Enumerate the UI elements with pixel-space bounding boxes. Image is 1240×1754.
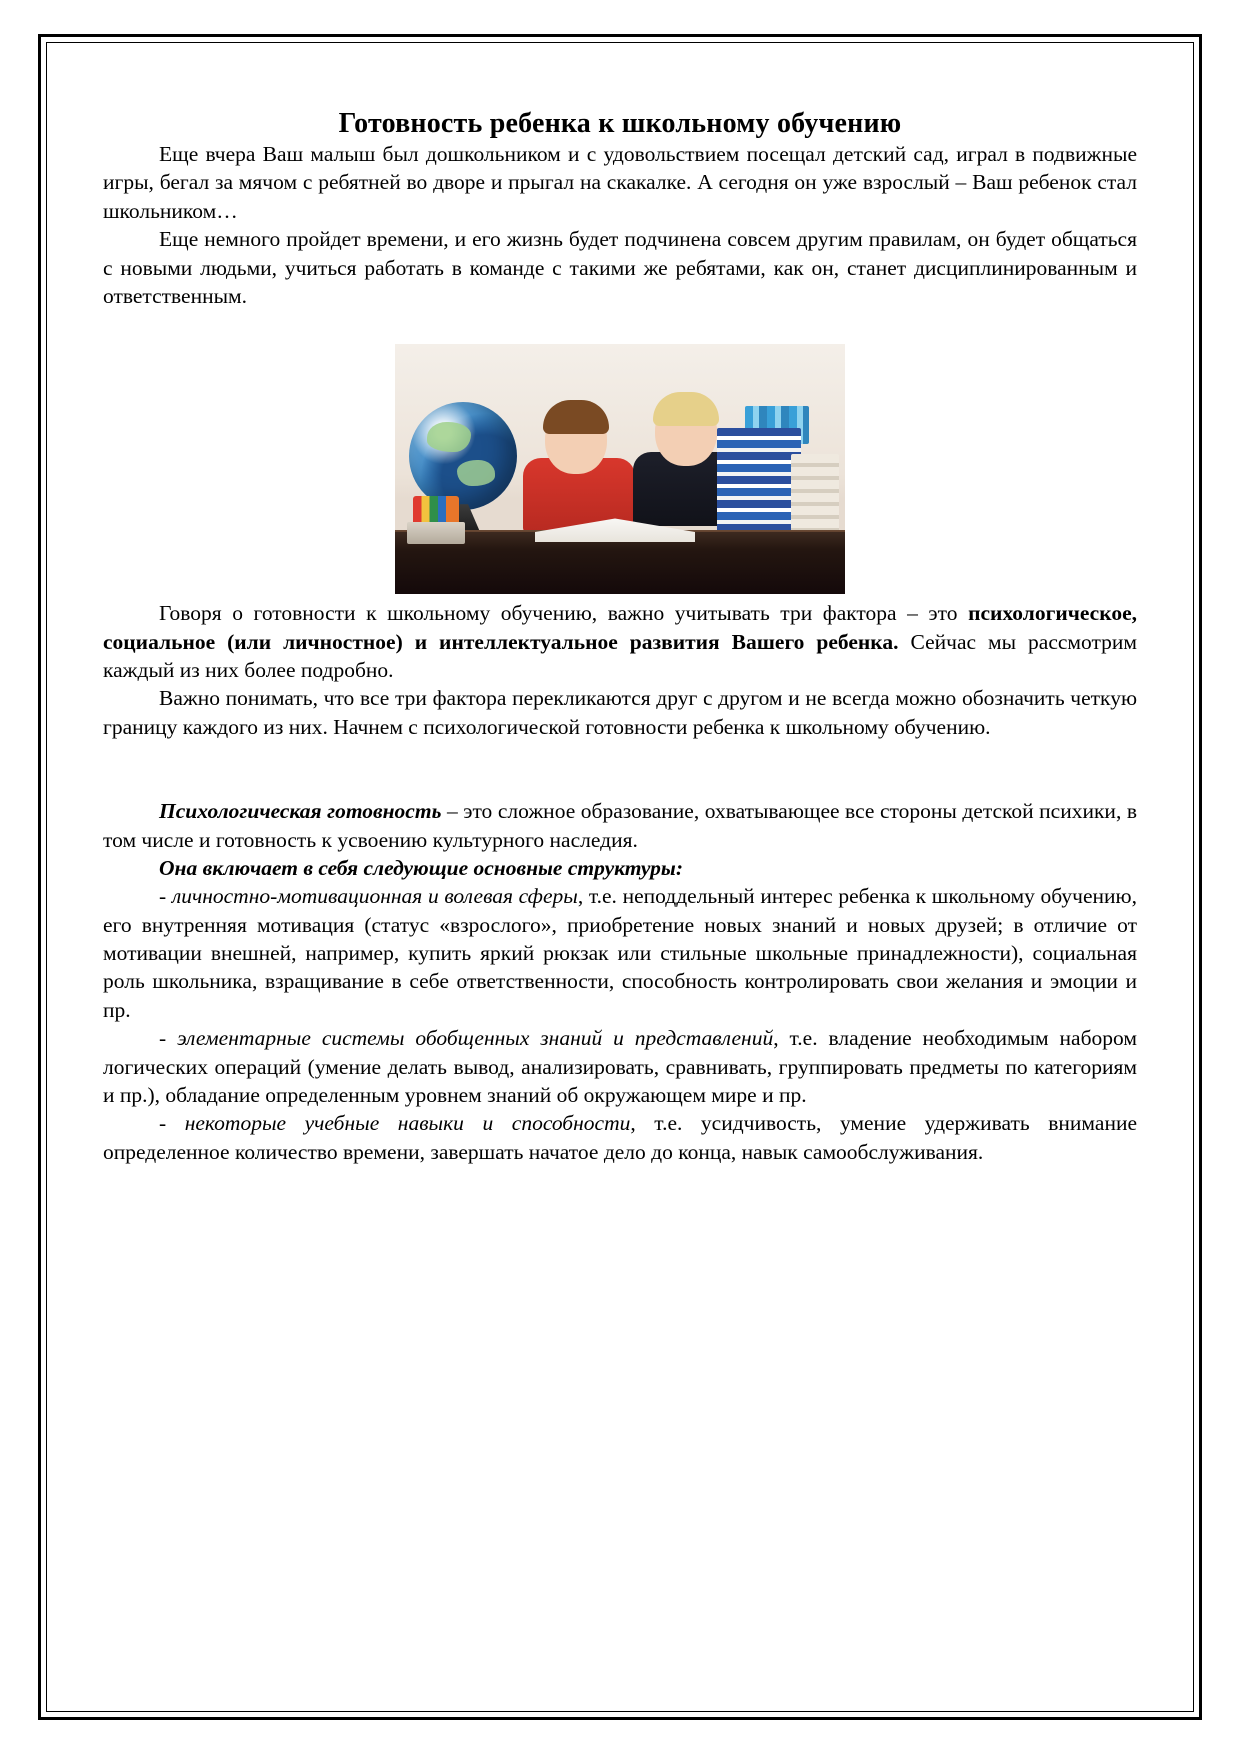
text-bold-factors: психологическое, социальное (или личностное) и интеллектуальное развития Вашего ребенка. bbox=[103, 601, 1137, 654]
globe-icon bbox=[409, 402, 517, 510]
text-run: , т.е. усидчивость, умение удерживать внимание определенное количество времени, завершать начатое дело до конца, навык самообслуживания. bbox=[103, 1111, 1137, 1164]
text-run: Говоря о готовности к школьному обучению, важно учитывать три фактора – это bbox=[159, 601, 969, 626]
paragraph-structures-heading bbox=[103, 854, 1137, 882]
list-dash: - bbox=[159, 884, 172, 909]
list-item-skills bbox=[103, 1109, 1137, 1166]
list-item-knowledge-systems bbox=[103, 1024, 1137, 1109]
list-item-motivation bbox=[103, 882, 1137, 1024]
book-stack-secondary-icon bbox=[791, 454, 839, 532]
list-dash: - bbox=[159, 1111, 185, 1136]
book-stack-icon bbox=[717, 428, 801, 532]
paragraph-intro-1: Еще вчера Ваш малыш был дошкольником и с удовольствием посещал детский сад, играл в подвижные игры, бегал за мячом с ребятней во дворе и прыгал на скакалке. А сегодня он уже взрослый – Ваш ребенок стал школьником… bbox=[103, 142, 1137, 223]
paragraph-psychological-readiness bbox=[103, 797, 1137, 854]
list-dash: - bbox=[159, 1026, 178, 1051]
text-run: Сейчас мы рассмотрим каждый из них более подробно. bbox=[103, 629, 1137, 682]
photo-children-at-desk bbox=[395, 344, 845, 594]
paragraph-intro-2: Еще немного пройдет времени, и его жизнь будет подчинена совсем другим правилам, он будет общаться с новыми людьми, учиться работать в команде с такими же ребятами, как он, станет дисциплинированным и ответственным. bbox=[103, 227, 1137, 308]
text-italic-knowledge: элементарные системы обобщенных знаний и представлений bbox=[177, 1026, 774, 1051]
text-bold-structures: Она включает в себя следующие основные структуры: bbox=[159, 855, 684, 880]
text-run: – это сложное образование, охватывающее все стороны детской психики, в том числе и готовность к усвоению культурного наследия. bbox=[103, 799, 1137, 852]
figure-children-reading bbox=[103, 344, 1137, 599]
pencil-box-icon bbox=[407, 522, 465, 544]
paragraph-factors-overlap: Важно понимать, что все три фактора перекликаются друг с другом и не всегда можно обозначить четкую границу каждого из них. Начнем с психологической готовности ребенка к школьному обучению. bbox=[103, 686, 1137, 739]
page-title: Готовность ребенка к школьному обучению bbox=[338, 108, 902, 139]
text-italic-skills: некоторые учебные навыки и способности bbox=[184, 1111, 631, 1136]
text-bold-psych-readiness: Психологическая готовность bbox=[159, 799, 442, 824]
paragraph-three-factors bbox=[103, 599, 1137, 684]
document-content bbox=[103, 90, 1137, 1166]
text-run: , т.е. неподдельный интерес ребенка к школьному обучению, его внутренняя мотивация (статус «взрослого», приобретение новых знаний и новых друзей; в отличие от мотивации внешней, например, купить яркий рюкзак или стильные школьные принадлежности), социальная роль школьника, взращивание в себе ответственности, способность контролировать свои желания и эмоции и пр. bbox=[103, 884, 1137, 1022]
text-run: , т.е. владение необходимым набором логических операций (умение делать вывод, анализировать, сравнивать, группировать предметы по категориям и пр.), обладание определенным уровнем знаний об окружающем мире и пр. bbox=[103, 1026, 1137, 1107]
text-italic-motivation: личностно-мотивационная и волевая сферы bbox=[171, 884, 578, 909]
